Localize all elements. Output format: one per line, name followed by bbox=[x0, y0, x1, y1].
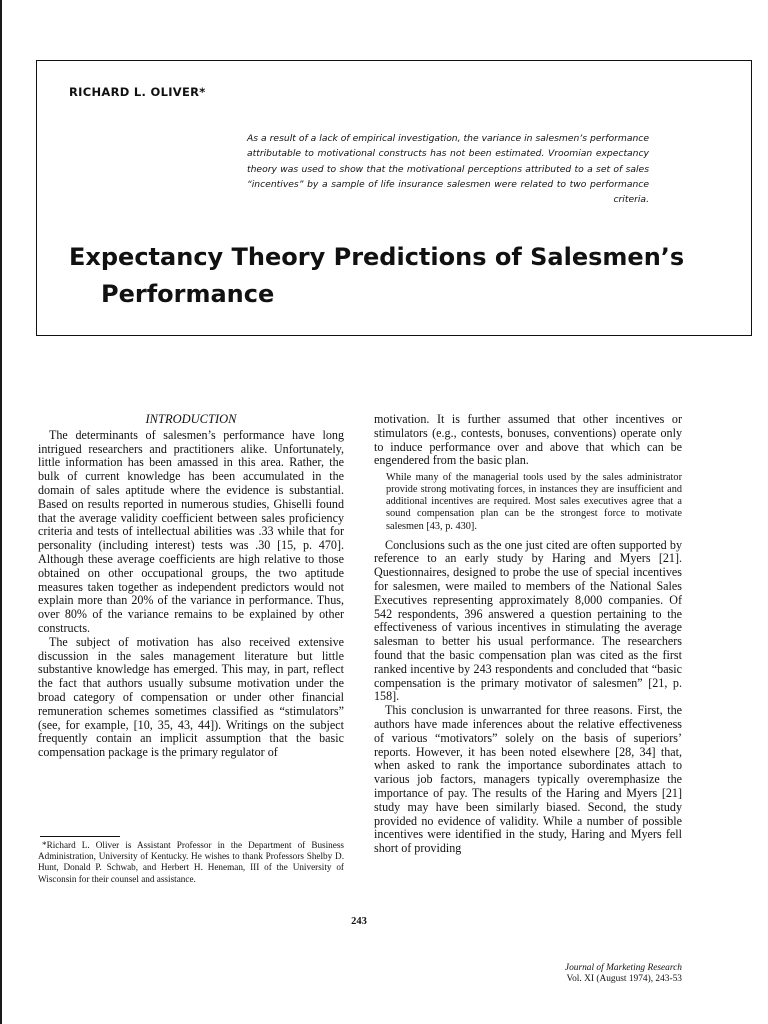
journal-name: Journal of Marketing Research bbox=[564, 963, 682, 973]
journal-volume: Vol. XI (August 1974), 243-53 bbox=[566, 974, 682, 985]
journal-citation bbox=[470, 963, 682, 986]
abstract: As a result of a lack of empirical investigation, the variance in salesmen’s performance attributable to motivational constructs has not been estimated. Vroomian expectancy theory was used to show that the motivational perceptions attributed to a set of sales “incentives” by a sample of life insurance salesmen were related to two performance criteria. bbox=[247, 133, 649, 206]
paragraph: The subject of motivation has also received extensive discussion in the sales management literature but little substantive knowledge has emerged. This may, in part, reflect the fact that authors usually subsume motivation under the broad category of compensation or under other financial remuneration schemes sometimes classified as “stimulators” (see, for example, [10, 35, 43, 44]). Writings on the subject frequently contain an implicit assumption that the basic compensation package is the primary regulator of bbox=[38, 634, 344, 760]
paragraph: This conclusion is unwarranted for three reasons. First, the authors have made inferences about the relative effectiveness of various “motivators” solely on the basis of superiors’ reports. However, it has been noted elsewhere [28, 34] that, when asked to rank the importance subordinates attach to various job factors, managers typically overemphasize the importance of pay. The results of the Haring and Myers [21] study may have been similarly biased. Second, the study provided no evidence of validity. While a number of possible incentives were identified in the study, Haring and Myers fell short of providing bbox=[374, 703, 682, 856]
footnote-rule bbox=[40, 836, 120, 837]
title-block bbox=[36, 60, 752, 336]
author-name: RICHARD L. OLIVER* bbox=[69, 85, 206, 99]
page-edge bbox=[0, 0, 2, 1024]
title-line-1: Expectancy Theory Predictions of Salesmen’s bbox=[69, 243, 685, 271]
footnote-text: *Richard L. Oliver is Assistant Professor in the Department of Business Administration, University of Kentucky. He wishes to thank Professors Shelby D. Hunt, Donald P. Schwab, and Herbert H. Heneman, III of the University of Wisconsin for their counsel and assistance. bbox=[38, 840, 344, 884]
block-quote: While many of the managerial tools used by the sales administrator provide strong motivating forces, in instances they are insufficient and additional incentives are required. Most sales executives agree that a sound compensation plan can be the strongest force to motivate salesmen [43, p. 430]. bbox=[386, 472, 682, 532]
paragraph: Conclusions such as the one just cited are often supported by reference to an early study by Haring and Myers [21]. Questionnaires, designed to probe the use of special incentives for salesmen, were mailed to members of the National Sales Executives representing approximately 8,000 companies. Of 542 respondents, 396 answered a question pertaining to the effectiveness of various incentives in stimulating the average salesman to better his usual performance. The researchers found that the basic compensation plan was cited as the first ranked incentive by 243 respondents and concluded that “basic compensation is the primary motivator of salesmen” [21, p. 158]. bbox=[374, 537, 682, 704]
article-title bbox=[69, 239, 709, 313]
page-number: 243 bbox=[351, 916, 367, 927]
title-line-2: Performance bbox=[101, 280, 275, 308]
section-heading: INTRODUCTION bbox=[145, 412, 237, 426]
paragraph: The determinants of salesmen’s performance have long intrigued researchers and practitioners alike. Unfortunately, little information has been amassed in this area. Rather, the bulk of current knowledge has been accumulated in the domain of sales aptitude where the evidence is substantial. Based on results reported in numerous studies, Ghiselli found that the average validity coefficient between sales proficiency criteria and tests of intellectual abilities was .33 while that for personality (including interest) tests was .30 [15, p. 470]. Although these average coefficients are high relative to those obtained on other occupational groups, the two aptitude measures taken together as independent predictors would not explain more than 20% of the variance in performance. Thus, over 80% of the variance remains to be explained by other constructs. bbox=[38, 427, 344, 635]
left-column bbox=[38, 413, 344, 760]
paragraph: motivation. It is further assumed that other incentives or stimulators (e.g., contests, bonuses, conventions) operate only to induce performance over and above that which can be engendered from the basic plan. bbox=[374, 412, 682, 468]
footnote bbox=[38, 840, 344, 885]
right-column bbox=[374, 413, 682, 856]
